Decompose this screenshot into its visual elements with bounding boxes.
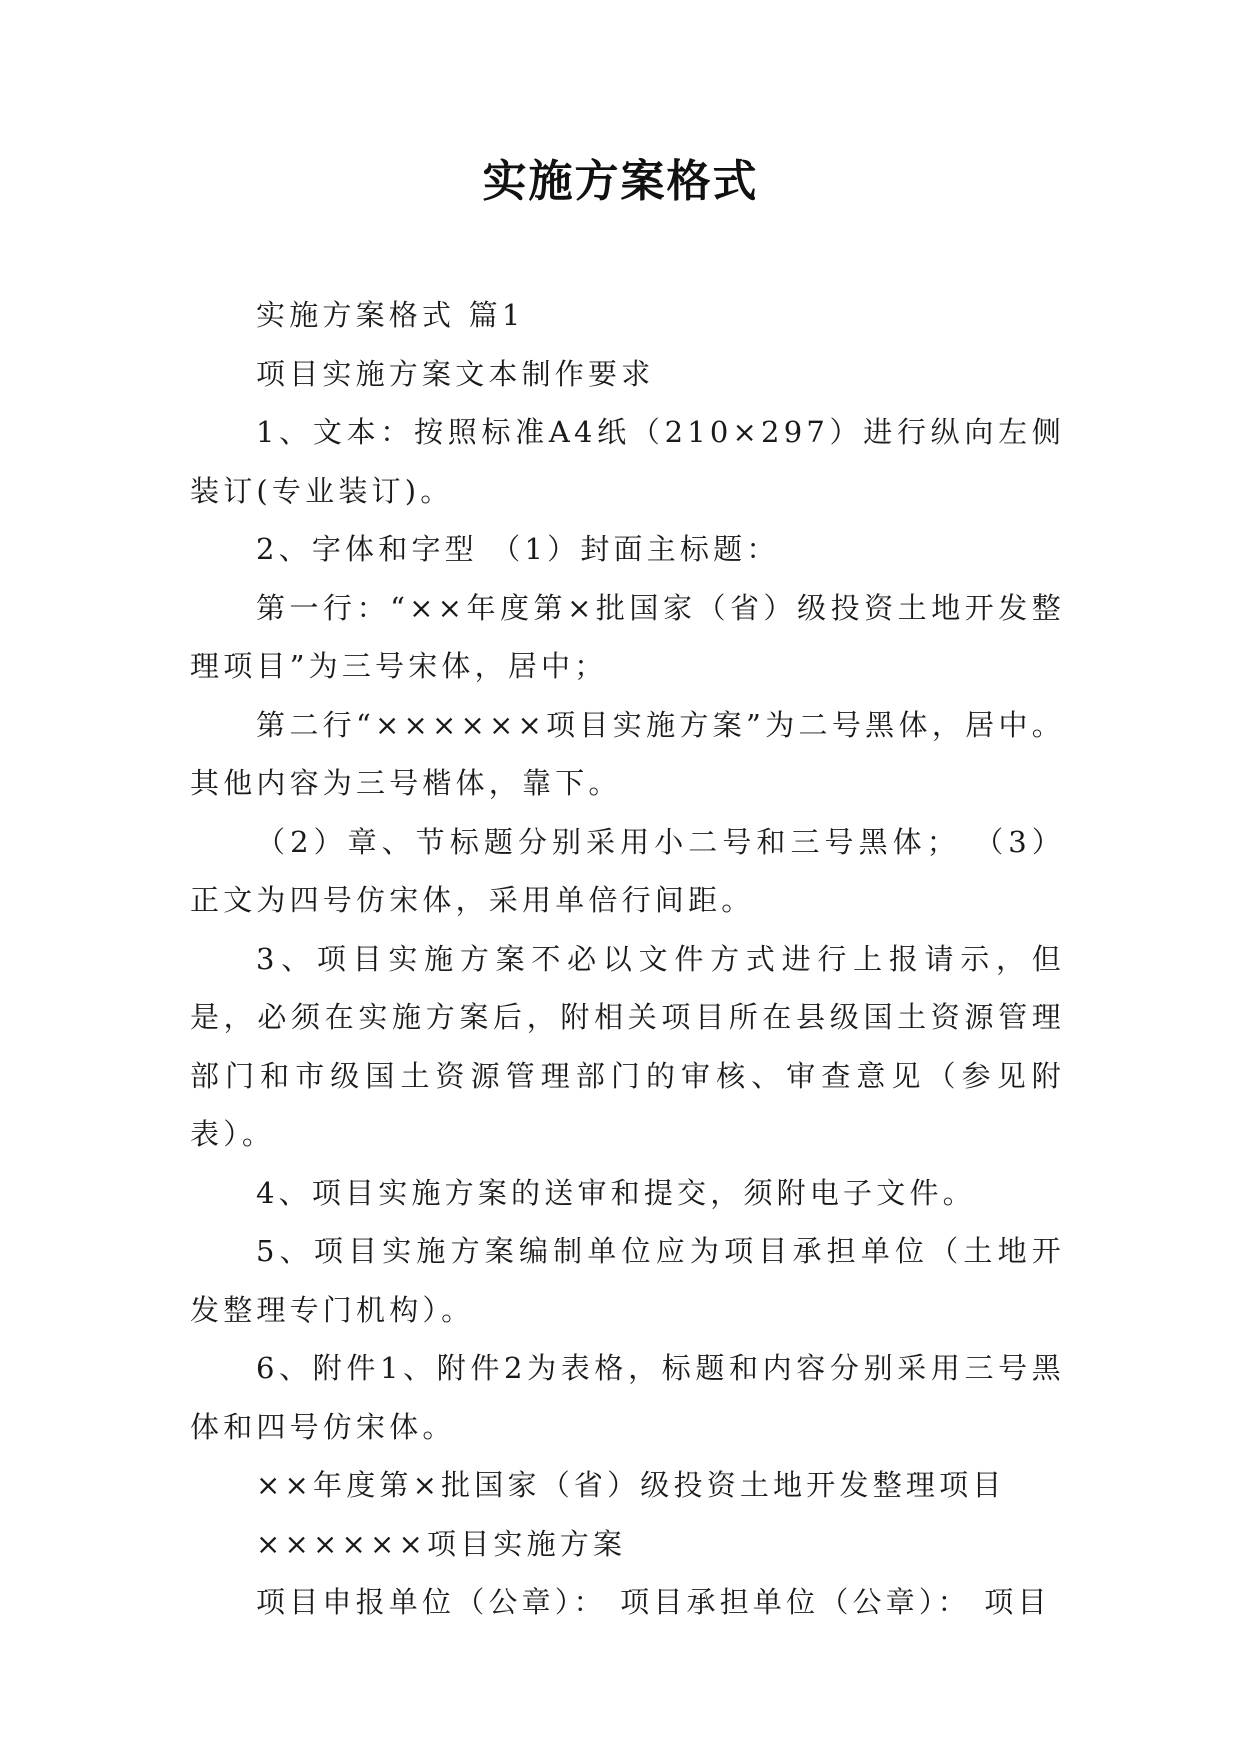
paragraph-item-5-unit: 5、项目实施方案编制单位应为项目承担单位（土地开发整理专门机构）。	[190, 1234, 1065, 1327]
paragraph-item-2-fonts: 2、字体和字型 （1）封面主标题：	[256, 532, 780, 566]
paragraph-cover-line-2: ××××××项目实施方案	[256, 1526, 627, 1561]
paragraph-requirements-heading: 项目实施方案文本制作要求	[256, 356, 655, 391]
paragraph-cover-line-1: ××年度第×批国家（省）级投资土地开发整理项目	[256, 1468, 1006, 1502]
paragraph-cover-units: 项目申报单位（公章）： 项目承担单位（公章）： 项目	[256, 1585, 1051, 1619]
paragraph-first-line: 第一行：“××年度第×批国家（省）级投资土地开发整理项目”为三号宋体，居中；	[190, 590, 1065, 683]
paragraph-item-4-electronic: 4、项目实施方案的送审和提交，须附电子文件。	[256, 1175, 976, 1210]
paragraph-item-1-text: 1、文本：按照标准A4纸（210×297）进行纵向左侧装订(专业装订)。	[190, 415, 1065, 508]
paragraph-item-3-submission: 3、项目实施方案不必以文件方式进行上报请示，但是，必须在实施方案后，附相关项目所在县级国土资源管理部门和市级国土资源管理部门的审核、审查意见（参见附表）。	[190, 941, 1065, 1151]
document-body	[190, 286, 1065, 1632]
paragraph-section-heading: 实施方案格式 篇1	[256, 298, 525, 332]
paragraph-chapter-headings: （2）章、节标题分别采用小二号和三号黑体； （3）正文为四号仿宋体，采用单倍行间距。	[190, 824, 1065, 917]
document-title: 实施方案格式	[482, 156, 759, 207]
paragraph-second-line: 第二行“××××××项目实施方案”为二号黑体，居中。其他内容为三号楷体，靠下。	[190, 707, 1065, 800]
paragraph-item-6-attachments: 6、附件1、附件2为表格，标题和内容分别采用三号黑体和四号仿宋体。	[190, 1351, 1065, 1444]
